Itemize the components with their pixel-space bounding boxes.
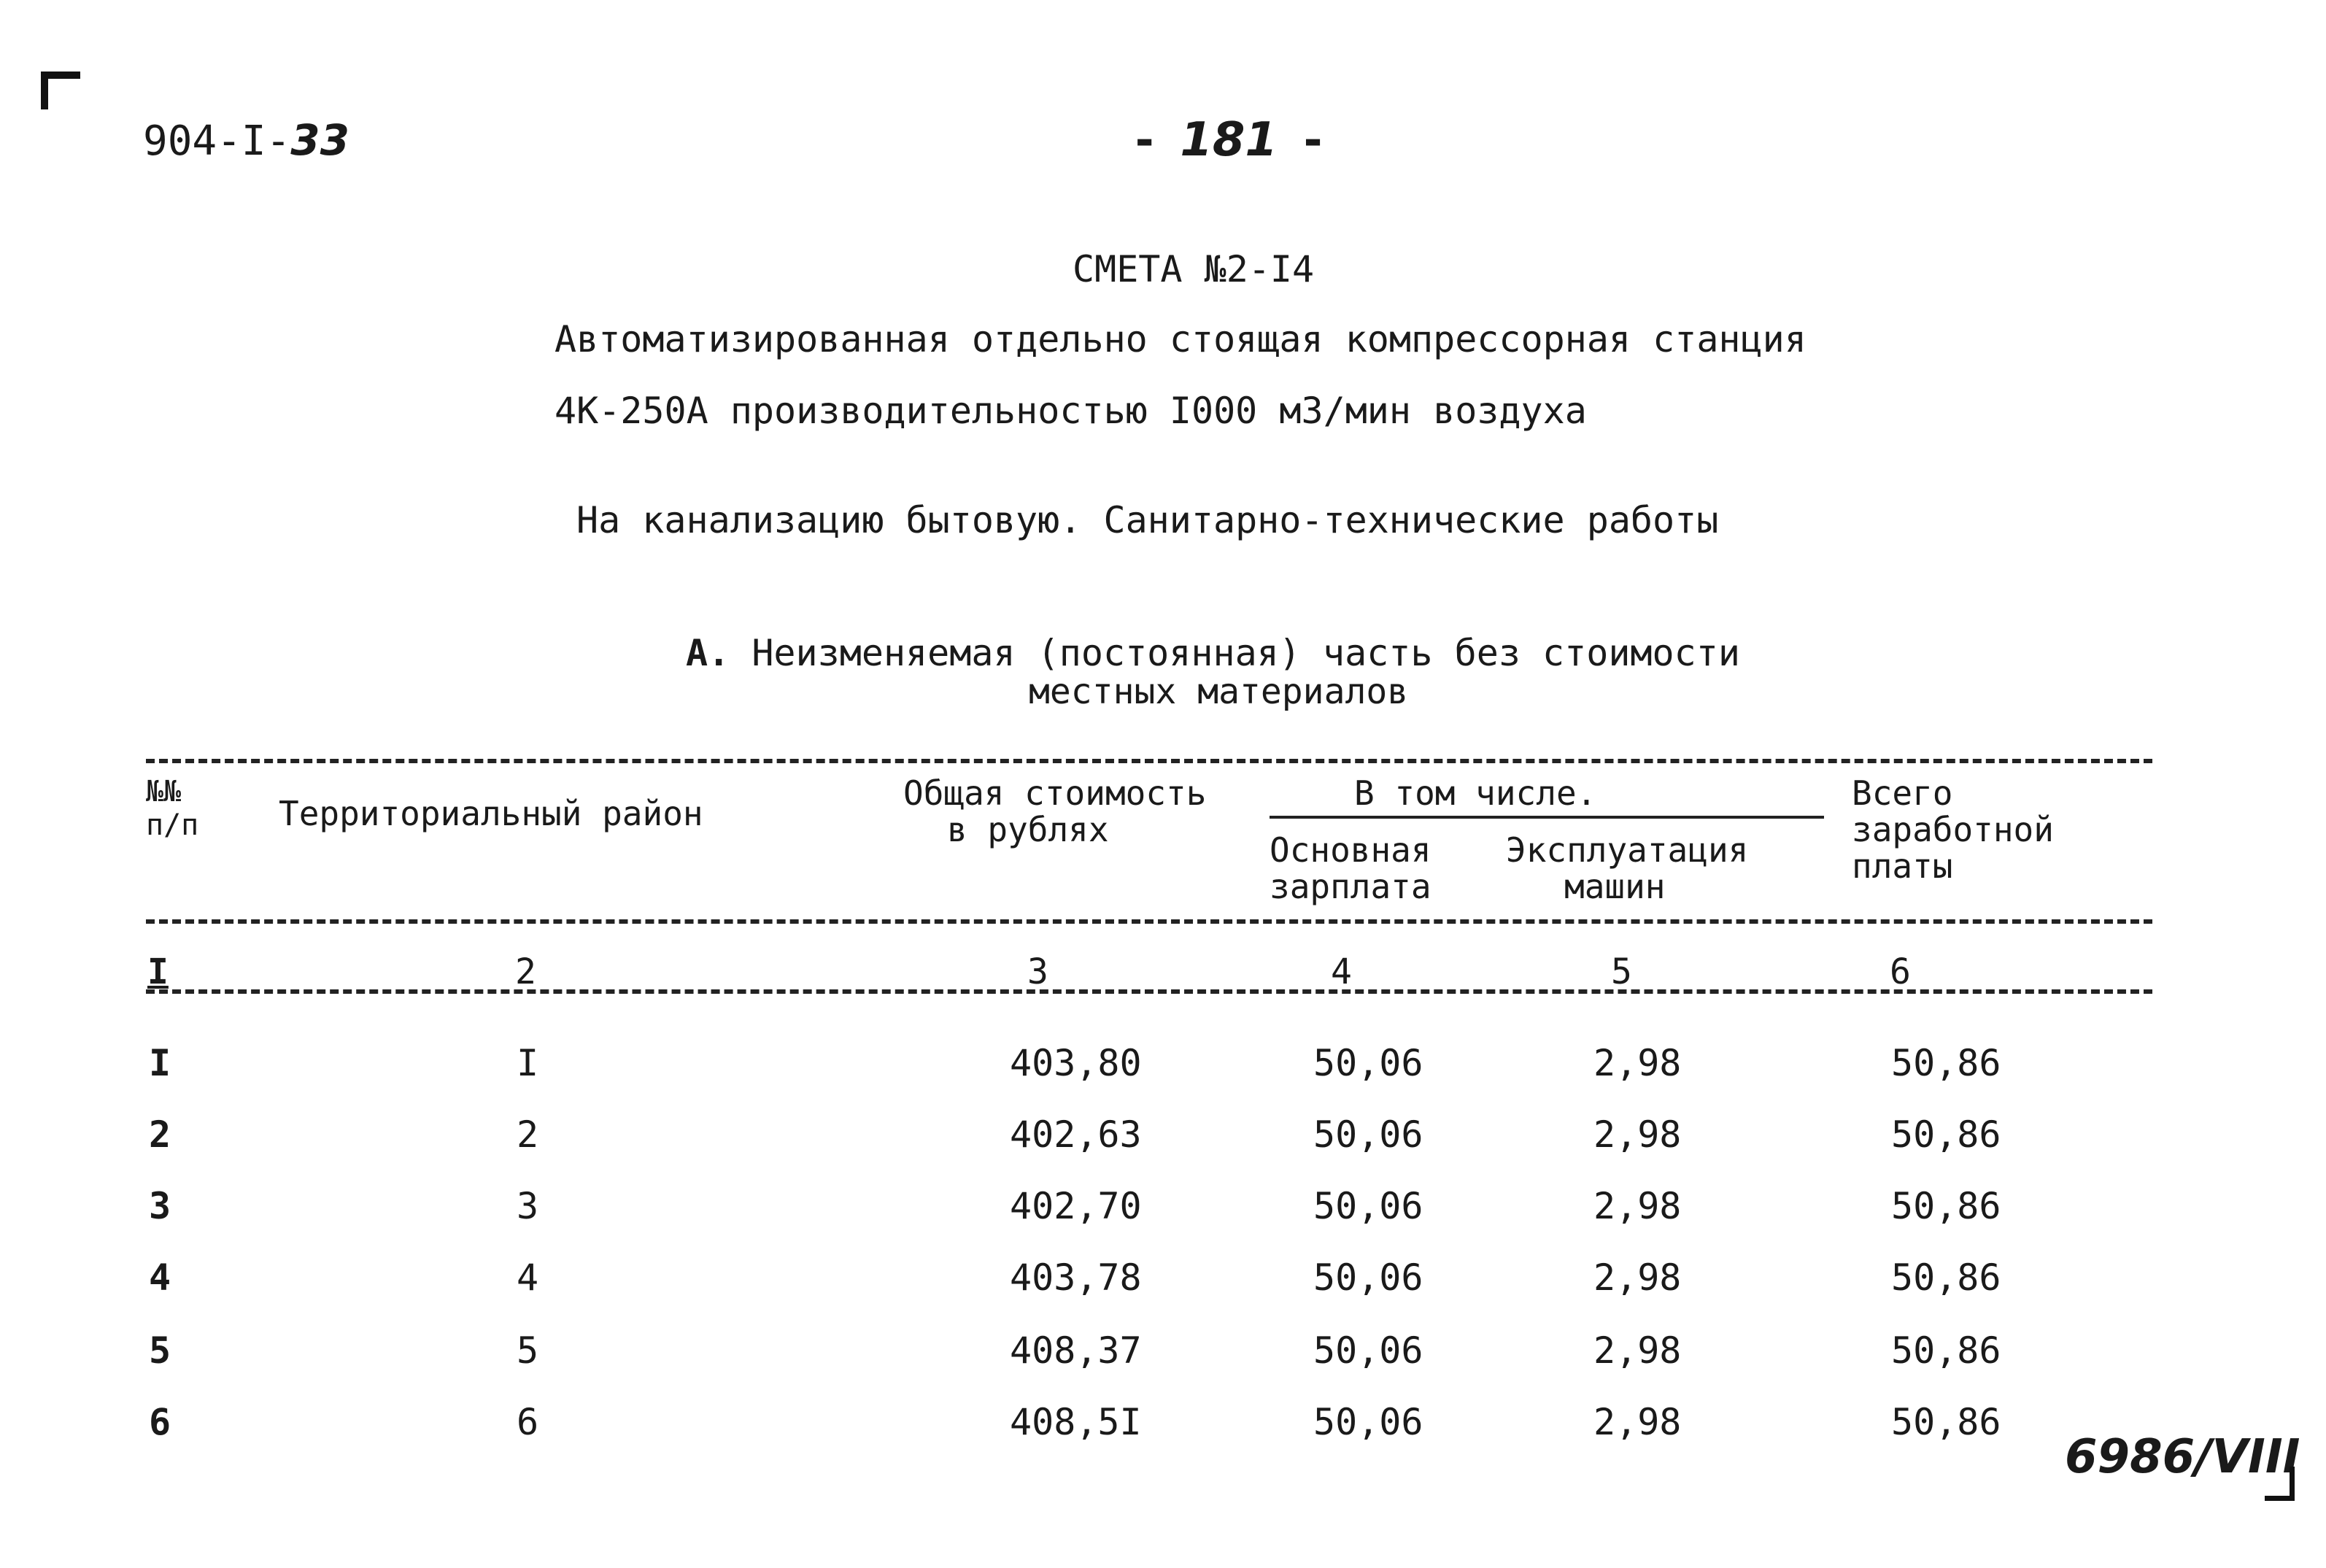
- header-machine-exp-line1: Эксплуатация: [1506, 830, 1749, 870]
- header-wages-line3: платы: [1852, 846, 1953, 886]
- part-title-line2: местных материалов: [1029, 671, 1409, 712]
- header-basic-salary-line1: Основная: [1270, 830, 1431, 870]
- row-total-wages: 50,86: [1891, 1042, 2001, 1084]
- row-total-cost: 402,70: [1010, 1185, 1142, 1227]
- row-region: 3: [517, 1185, 539, 1227]
- header-total-line2: в рублях: [947, 810, 1109, 849]
- archive-stamp: 6986/VIII: [2065, 1430, 2300, 1484]
- page-number-dash-left: -: [1131, 113, 1159, 166]
- column-number-3: 3: [1027, 951, 1048, 992]
- row-total-cost: 408,37: [1010, 1329, 1142, 1372]
- table-top-rule: [146, 759, 2152, 763]
- row-machine-exploitation: 2,98: [1593, 1042, 1682, 1084]
- row-machine-exploitation: 2,98: [1593, 1113, 1682, 1156]
- estimate-subtitle-line1: Автоматизированная отдельно стоящая компрессорная станция: [555, 318, 1807, 360]
- row-total-cost: 408,5I: [1010, 1401, 1142, 1443]
- header-wages-line2: заработной: [1852, 810, 2054, 849]
- document-code-prefix: 904-I-: [143, 117, 291, 165]
- row-number: 2: [149, 1113, 171, 1156]
- part-title-letter: А.: [686, 632, 730, 674]
- header-total-line1: Общая стоимость: [903, 773, 1207, 813]
- row-total-wages: 50,86: [1891, 1185, 2001, 1227]
- header-number-line2: п/п: [146, 808, 199, 842]
- row-machine-exploitation: 2,98: [1593, 1185, 1682, 1227]
- row-machine-exploitation: 2,98: [1593, 1256, 1682, 1299]
- column-number-6: 6: [1890, 951, 1911, 992]
- header-basic-salary: [1270, 832, 1431, 905]
- row-basic-salary: 50,06: [1313, 1401, 1423, 1443]
- header-machine-exploitation: [1506, 832, 1748, 905]
- row-number: I: [149, 1042, 171, 1084]
- header-region: Территориальный район: [279, 794, 703, 833]
- row-machine-exploitation: 2,98: [1593, 1329, 1682, 1372]
- header-total-cost: [903, 775, 1206, 848]
- row-total-cost: 403,80: [1010, 1042, 1142, 1084]
- row-number: 5: [149, 1329, 171, 1372]
- page-number-dash-right: -: [1299, 113, 1327, 166]
- document-code-suffix: 33: [290, 115, 350, 165]
- estimate-title: СМЕТА №2-I4: [1073, 248, 1315, 290]
- row-region: 2: [517, 1113, 539, 1156]
- page-number-value: 181: [1180, 113, 1278, 167]
- header-wages-line1: Всего: [1852, 773, 1953, 813]
- row-basic-salary: 50,06: [1313, 1042, 1423, 1084]
- row-number: 3: [149, 1185, 171, 1227]
- row-total-wages: 50,86: [1891, 1401, 2001, 1443]
- row-number: 4: [149, 1256, 171, 1299]
- row-basic-salary: 50,06: [1313, 1329, 1423, 1372]
- header-including: В том числе.: [1354, 773, 1597, 813]
- document-code: [143, 115, 349, 165]
- header-number-line1: №№: [146, 775, 182, 808]
- corner-mark-top-left: [41, 72, 80, 109]
- column-number-1: I: [147, 951, 169, 992]
- row-total-wages: 50,86: [1891, 1113, 2001, 1156]
- corner-mark-bottom-right: [2265, 1467, 2295, 1501]
- column-numbers-rule: [146, 989, 2152, 994]
- section-title: На канализацию бытовую. Санитарно-технические работы: [576, 499, 1719, 541]
- row-number: 6: [149, 1401, 171, 1443]
- row-total-cost: 403,78: [1010, 1256, 1142, 1299]
- column-number-4: 4: [1331, 951, 1352, 992]
- header-number: [146, 775, 198, 842]
- row-region: 5: [517, 1329, 539, 1372]
- header-machine-exp-line2: машин: [1564, 867, 1666, 906]
- header-basic-salary-line2: зарплата: [1270, 867, 1431, 906]
- estimate-subtitle-line2: 4К-250А производительностью I000 м3/мин воздуха: [555, 390, 1587, 432]
- part-title-text: Неизменяемая (постоянная) часть без стоимости: [751, 632, 1740, 674]
- page-number: [1131, 113, 1326, 167]
- row-basic-salary: 50,06: [1313, 1113, 1423, 1156]
- header-total-wages: [1852, 775, 2054, 884]
- row-region: I: [517, 1042, 539, 1084]
- part-title: [686, 632, 1740, 674]
- row-total-cost: 402,63: [1010, 1113, 1142, 1156]
- column-number-2: 2: [515, 951, 536, 992]
- row-machine-exploitation: 2,98: [1593, 1401, 1682, 1443]
- column-number-5: 5: [1611, 951, 1632, 992]
- header-bottom-rule: [146, 919, 2152, 924]
- row-total-wages: 50,86: [1891, 1329, 2001, 1372]
- row-basic-salary: 50,06: [1313, 1256, 1423, 1299]
- row-region: 4: [517, 1256, 539, 1299]
- row-region: 6: [517, 1401, 539, 1443]
- row-basic-salary: 50,06: [1313, 1185, 1423, 1227]
- header-including-rule: [1270, 816, 1824, 819]
- row-total-wages: 50,86: [1891, 1256, 2001, 1299]
